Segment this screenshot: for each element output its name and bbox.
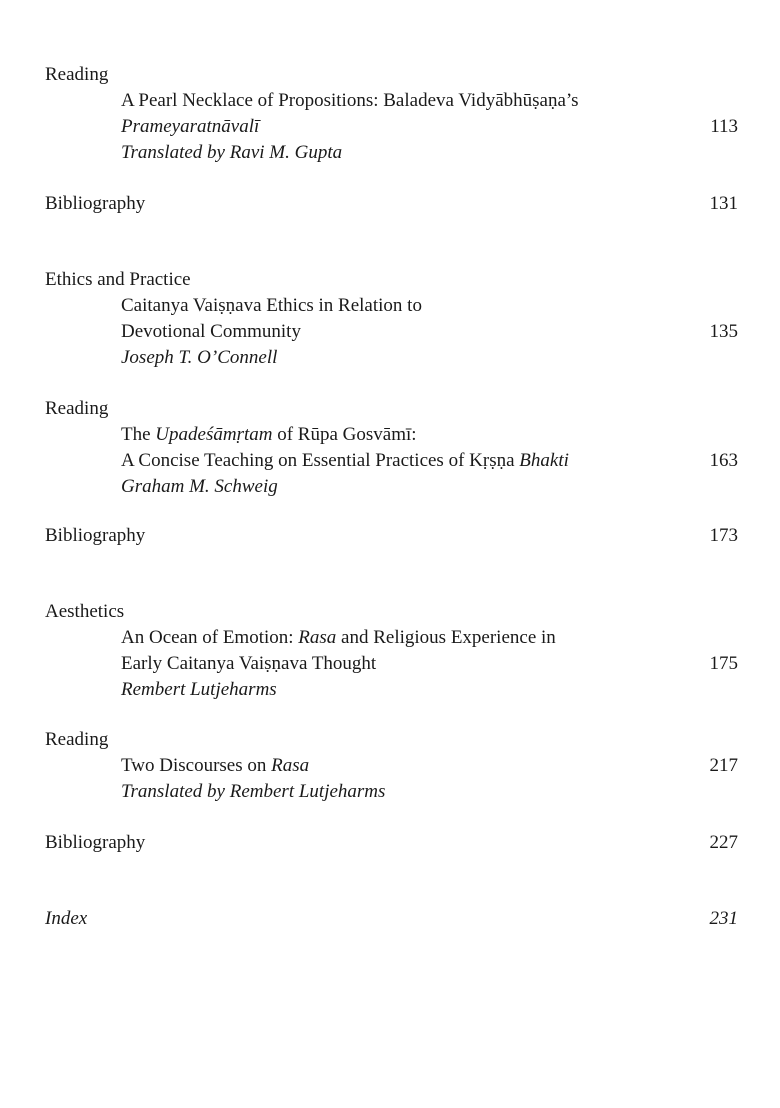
entry-author: Rembert Lutjeharms xyxy=(121,679,277,700)
section-heading-text: Bibliography xyxy=(45,525,146,546)
title-part-italic: Upadeśāmṛtam xyxy=(155,424,273,445)
toc-entry-reading-1 xyxy=(0,62,780,166)
section-heading-text: Bibliography xyxy=(45,193,146,214)
page-number: 163 xyxy=(709,450,738,471)
entry-title-text: Early Caitanya Vaiṣṇava Thought xyxy=(121,653,377,674)
page-number: 135 xyxy=(709,321,738,342)
title-part-italic: Rasa xyxy=(298,627,337,648)
entry-title-line-1 xyxy=(0,753,780,779)
page-number: 231 xyxy=(709,908,738,929)
section-heading: Aesthetics xyxy=(45,601,125,622)
title-part: and Religious Experience in xyxy=(336,627,556,648)
entry-title-line-1 xyxy=(0,422,780,448)
toc-entry-bibliography-2 xyxy=(0,523,780,549)
entry-author: Graham M. Schweig xyxy=(121,476,278,497)
entry-title-line-2 xyxy=(0,448,780,474)
toc-entry-reading-3 xyxy=(0,727,780,805)
entry-title-italic: Prameyaratnāvalī xyxy=(121,116,260,137)
section-heading: Reading xyxy=(45,398,109,419)
page-number: 113 xyxy=(710,116,738,137)
toc-entry-bibliography-3 xyxy=(0,830,780,856)
section-heading-text: Bibliography xyxy=(45,832,146,853)
entry-title-line-2 xyxy=(0,651,780,677)
entry-author: Translated by Ravi M. Gupta xyxy=(121,142,343,163)
title-part-italic: Bhakti xyxy=(519,450,569,471)
title-part-italic: Rasa xyxy=(271,755,310,776)
section-heading: Reading xyxy=(45,729,109,750)
toc-entry-bibliography-1 xyxy=(0,191,780,217)
entry-title-line-1: Caitanya Vaiṣṇava Ethics in Relation to xyxy=(121,295,422,316)
title-part: Two Discourses on xyxy=(121,755,272,776)
page-number: 175 xyxy=(709,653,738,674)
page-number: 173 xyxy=(709,525,738,546)
toc-entry-aesthetics xyxy=(0,599,780,703)
title-part: An Ocean of Emotion: xyxy=(121,627,299,648)
title-part: The xyxy=(121,424,156,445)
title-part: of Rūpa Gosvāmī: xyxy=(272,424,417,445)
entry-title-line-2 xyxy=(0,114,780,140)
entry-author: Translated by Rembert Lutjeharms xyxy=(121,781,386,802)
entry-title-text: Devotional Community xyxy=(121,321,301,342)
section-heading xyxy=(0,191,780,217)
toc-entry-index xyxy=(0,906,780,932)
section-heading: Ethics and Practice xyxy=(45,269,191,290)
entry-author: Joseph T. O’Connell xyxy=(121,347,278,368)
section-heading xyxy=(0,523,780,549)
toc-entry-reading-2 xyxy=(0,396,780,500)
section-heading-text: Index xyxy=(45,908,88,929)
section-heading xyxy=(0,830,780,856)
page-number: 131 xyxy=(709,193,738,214)
entry-title-line-1 xyxy=(0,625,780,651)
section-heading xyxy=(0,906,780,932)
entry-title-line-2 xyxy=(0,319,780,345)
toc-entry-ethics-and-practice xyxy=(0,267,780,371)
section-heading: Reading xyxy=(45,64,109,85)
page-number: 217 xyxy=(709,755,738,776)
title-part: A Concise Teaching on Essential Practices of Kṛṣṇa xyxy=(121,450,520,471)
entry-title-line-1: A Pearl Necklace of Propositions: Baladeva Vidyābhūṣaṇa’s xyxy=(121,90,579,111)
page-number: 227 xyxy=(709,832,738,853)
